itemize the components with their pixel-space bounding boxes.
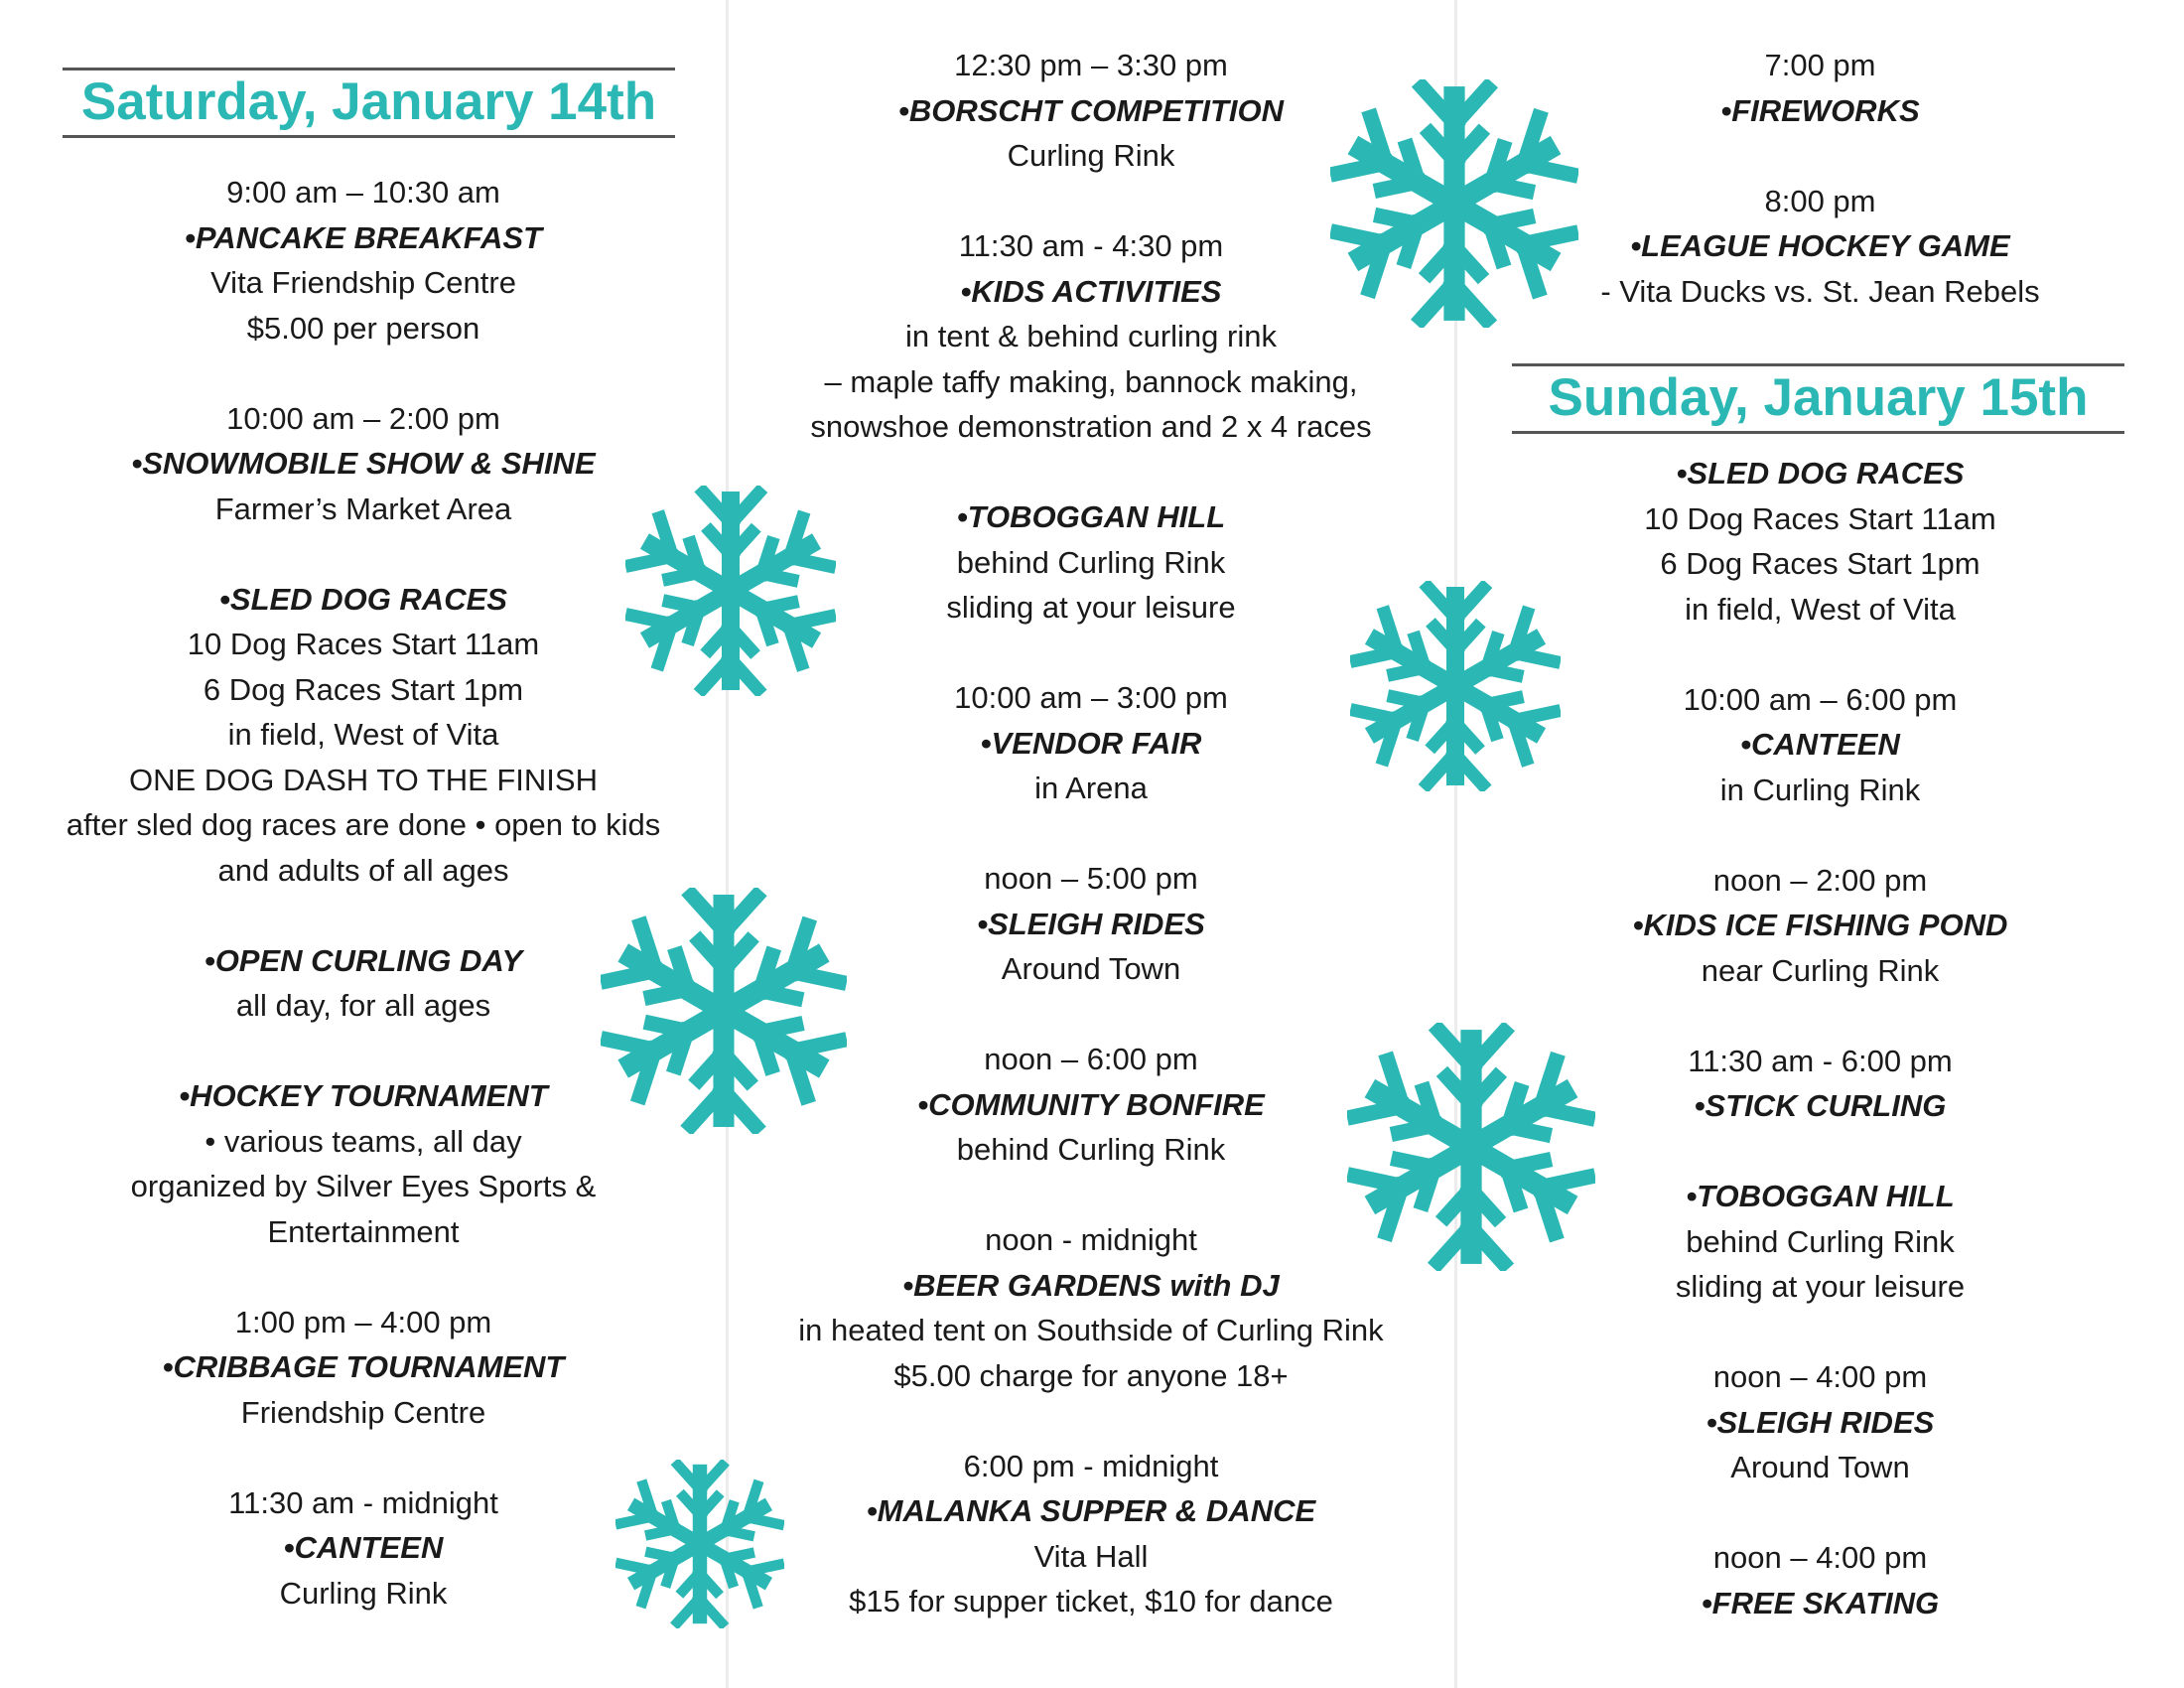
spacer [728, 1398, 1454, 1444]
event-detail: behind Curling Rink [956, 544, 1226, 580]
event-time: noon – 5:00 pm [984, 861, 1198, 896]
event-detail: • various teams, all day [205, 1123, 522, 1159]
event-detail: – maple taffy making, bannock making, [824, 363, 1358, 399]
event-block [1456, 1354, 2184, 1490]
event-title: •OPEN CURLING DAY [204, 942, 523, 978]
event-title: •BORSCHT COMPETITION [897, 92, 1284, 128]
event-time: noon – 4:00 pm [1712, 1359, 1928, 1394]
event-time: noon – 6:00 pm [984, 1042, 1198, 1076]
event-block [0, 1300, 727, 1436]
event-detail: in tent & behind curling rink [905, 319, 1277, 353]
event-title: •PANCAKE BREAKFAST [185, 219, 542, 255]
event-time: 9:00 am – 10:30 am [226, 175, 500, 210]
event-block [1456, 451, 2184, 632]
event-detail: behind Curling Rink [1686, 1223, 1955, 1259]
spacer [0, 1254, 727, 1300]
spacer [1456, 1310, 2184, 1355]
event-detail: all day, for all ages [235, 988, 491, 1023]
event-detail: - Vita Ducks vs. St. Jean Rebels [1600, 273, 2040, 309]
spacer [1456, 1490, 2184, 1536]
event-title: •TOBOGGAN HILL [956, 499, 1226, 534]
event-detail: 6 Dog Races Start 1pm [1660, 546, 1980, 581]
event-block [728, 1217, 1454, 1398]
event-detail: and adults of all ages [217, 852, 509, 888]
event-title: •FREE SKATING [1701, 1585, 1940, 1620]
event-detail: after sled dog races are done • open to kids [66, 807, 661, 842]
event-title: •BEER GARDENS with DJ [902, 1267, 1280, 1303]
event-block [728, 494, 1454, 631]
spacer [0, 351, 727, 396]
event-detail: Entertainment [267, 1213, 460, 1249]
event-detail: Curling Rink [279, 1575, 448, 1611]
event-detail: in field, West of Vita [227, 717, 499, 752]
event-detail: in Curling Rink [1719, 772, 1921, 807]
event-detail: near Curling Rink [1701, 952, 1940, 988]
sunday-heading: Sunday, January 15th [1512, 363, 2124, 434]
event-detail: in field, West of Vita [1685, 591, 1956, 627]
event-block [1456, 677, 2184, 813]
event-time: 11:30 am - midnight [228, 1484, 498, 1520]
spacer [728, 1173, 1454, 1218]
event-detail: Around Town [1001, 951, 1181, 986]
event-time: 11:30 am - 6:00 pm [1688, 1043, 1953, 1078]
event-time: 11:30 am - 4:30 pm [958, 228, 1224, 263]
snowflake-icon [601, 888, 847, 1134]
spacer [728, 631, 1454, 676]
event-detail: $5.00 charge for anyone 18+ [893, 1357, 1289, 1393]
event-detail: sliding at your leisure [946, 590, 1236, 625]
event-time: noon – 2:00 pm [1712, 862, 1928, 898]
event-title: •SNOWMOBILE SHOW & SHINE [131, 446, 596, 481]
event-title: •FIREWORKS [1720, 92, 1920, 128]
event-time: 1:00 pm – 4:00 pm [234, 1304, 492, 1339]
event-title: •CANTEEN [1740, 727, 1900, 762]
event-block [1456, 858, 2184, 994]
event-time: 12:30 pm – 3:30 pm [954, 48, 1228, 82]
event-detail: Friendship Centre [240, 1394, 486, 1430]
event-time: 10:00 am – 6:00 pm [1683, 681, 1958, 717]
snowflake-icon [625, 486, 836, 696]
event-title: •KIDS ACTIVITIES [960, 273, 1222, 309]
event-detail: behind Curling Rink [956, 1132, 1226, 1167]
event-detail: Vita Hall [1033, 1538, 1149, 1574]
event-time: 8:00 pm [1764, 183, 1876, 218]
event-title: •VENDOR FAIR [980, 725, 1202, 761]
event-detail: in heated tent on Southside of Curling Rink [798, 1313, 1384, 1347]
event-time: noon - midnight [985, 1222, 1197, 1257]
event-title: •CRIBBAGE TOURNAMENT [162, 1349, 565, 1384]
spacer [728, 811, 1454, 857]
spacer [1456, 812, 2184, 858]
event-detail: Around Town [1730, 1450, 1910, 1484]
event-detail: $15 for supper ticket, $10 for dance [849, 1584, 1333, 1618]
snowflake-icon [1350, 581, 1561, 791]
event-title: •TOBOGGAN HILL [1686, 1179, 1955, 1213]
event-title: •STICK CURLING [1694, 1088, 1947, 1123]
snowflake-icon [1347, 1023, 1595, 1271]
event-time: 6:00 pm - midnight [963, 1448, 1219, 1483]
event-detail: organized by Silver Eyes Sports & [130, 1169, 597, 1203]
event-time: 7:00 pm [1764, 48, 1876, 82]
event-detail: Vita Friendship Centre [210, 265, 516, 300]
event-title: •LEAGUE HOCKEY GAME [1630, 228, 2010, 263]
event-title: •KIDS ICE FISHING POND [1632, 908, 2008, 942]
snowflake-icon [615, 1460, 784, 1628]
event-detail: ONE DOG DASH TO THE FINISH [129, 762, 598, 797]
event-detail: sliding at your leisure [1675, 1269, 1966, 1304]
event-time: 10:00 am – 2:00 pm [226, 400, 500, 436]
event-block [0, 170, 727, 351]
event-detail: 6 Dog Races Start 1pm [203, 671, 524, 707]
event-block [728, 675, 1454, 811]
spacer [728, 450, 1454, 495]
event-title: •CANTEEN [283, 1530, 444, 1565]
event-time: 10:00 am – 3:00 pm [954, 680, 1228, 715]
event-title: •SLED DOG RACES [1676, 456, 1965, 491]
event-detail: $5.00 per person [246, 310, 480, 346]
event-time: noon – 4:00 pm [1712, 1540, 1928, 1575]
event-block [1456, 1535, 2184, 1625]
event-title: •COMMUNITY BONFIRE [917, 1086, 1265, 1122]
event-detail: 10 Dog Races Start 11am [187, 627, 540, 661]
snowflake-icon [1330, 79, 1578, 328]
event-block [0, 396, 727, 532]
event-title: •SLED DOG RACES [219, 581, 507, 617]
event-title: •SLEIGH RIDES [1706, 1404, 1935, 1440]
event-title: •SLEIGH RIDES [977, 906, 1205, 941]
event-block [0, 577, 727, 894]
spacer [1456, 632, 2184, 677]
event-detail: snowshoe demonstration and 2 x 4 races [810, 409, 1372, 444]
spacer [0, 531, 727, 577]
event-block [728, 1444, 1454, 1624]
event-title: •HOCKEY TOURNAMENT [179, 1078, 548, 1113]
saturday-heading: Saturday, January 14th [63, 68, 675, 138]
event-detail: Farmer’s Market Area [214, 491, 512, 526]
event-title: •MALANKA SUPPER & DANCE [866, 1493, 1316, 1528]
event-detail: Curling Rink [1007, 138, 1175, 173]
event-detail: in Arena [1034, 771, 1148, 805]
event-detail: 10 Dog Races Start 11am [1644, 500, 1996, 536]
